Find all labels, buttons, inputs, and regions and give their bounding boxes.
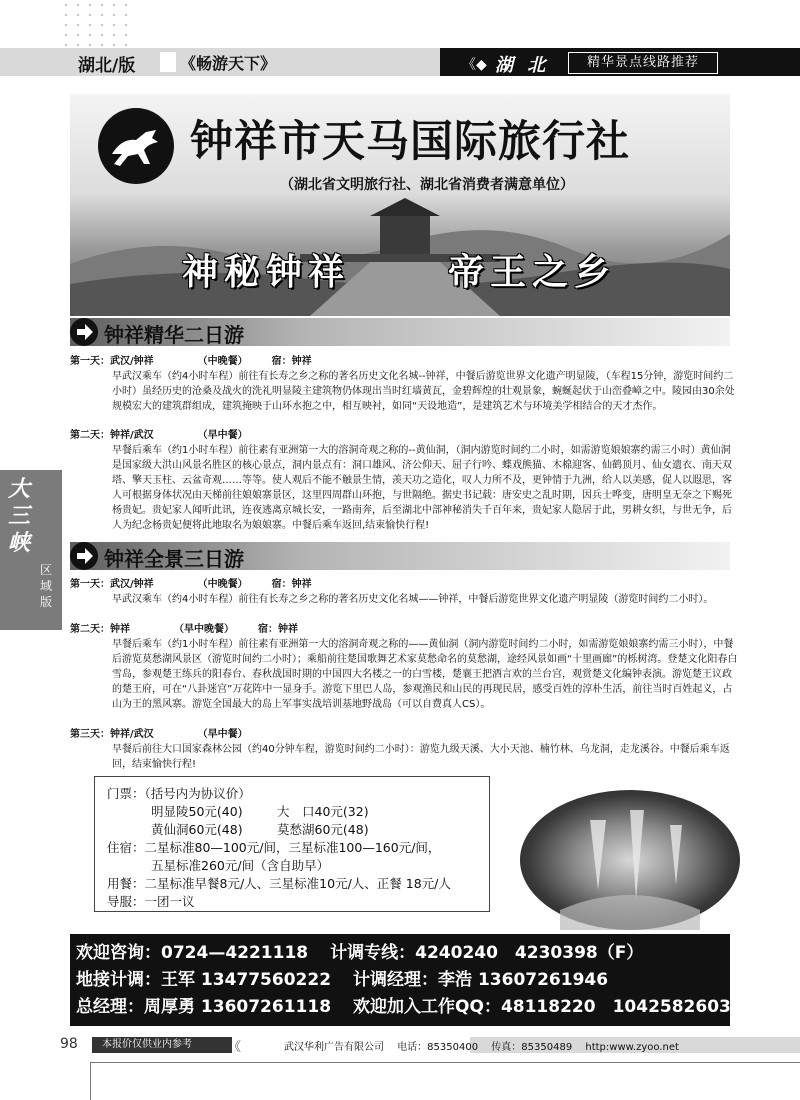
region-sidebar (0, 470, 62, 630)
general-manager: 总经理：周厚勇 13607261118 (76, 997, 332, 1017)
day-meals: （早中餐） (197, 430, 248, 441)
day-label: 第二天：钟祥/武汉 (70, 430, 154, 441)
tour1-day2 (70, 428, 740, 533)
day-description: 早武汉乘车（约4小时车程）前往有长寿之乡之称的著名历史文化名城——钟祥，中餐后游览世界文化遗产明显陵（游览时间约二小时）。 (112, 594, 714, 605)
tour2-title: 钟祥全景三日游 (104, 547, 244, 571)
ticket-price: 大 口40元(32) (277, 804, 369, 819)
day-label: 第三天：钟祥/武汉 (70, 729, 154, 740)
ticket-price: 莫愁湖60元(48) (277, 822, 369, 837)
day-stay: 宿：钟祥 (271, 579, 312, 590)
hotline: 欢迎咨询：0724—4221118 (76, 943, 309, 963)
day-description: 早餐后乘车（约1小时车程）前往素有亚洲第一大的溶洞奇观之称的--黄仙洞，（洞内游览时间约二小时，如需游览娘娘寨约需三小时）黄仙洞是国家级大洪山风景名胜区的核心景点，洞内景点有：洞口雄风、济公仰天、屈子行吟、蝶戏熊猫、木棉迎客、仙鹤顶月、仙女遗衣、南天双塔、擎天玉柱、云盆奇观……等等。使人观后不能不触景生情，羡天功之造化，叹人力所不及，更钟情于九洲，给人以美感，促人以遐思，客人可根据身体状况由天梯前往娘娘寨景区，这里四周群山环抱，与世隔绝。据史书记载：唐安史之乱时期，因兵士哗变，唐明皇无奈之下赐死杨贵妃。贵妃家人闻听此讯，连夜逃离京城长安，一路南奔，后至湖北中部神秘消失千百年来，贵妃家人隐居于此，男耕女织，与世无争，后人为纪念杨贵妃便将此地取名为娘娘寨。中餐后乘车返回,结束愉快行程! (112, 445, 732, 531)
magazine-title: 《畅游天下》 (180, 54, 277, 73)
footer-phone: 电话：85350400 (397, 1042, 479, 1053)
mausoleum-illustration (70, 194, 730, 316)
lodging-price: 住宿：二星标准80—100元/间，三星标准100—160元/间， (107, 840, 441, 855)
day-label: 第二天：钟祥 (70, 624, 130, 635)
footer-fax: 传真：85350489 (491, 1042, 573, 1053)
tour2-day3 (70, 727, 740, 772)
company-honors: （湖北省文明旅行社、湖北省消费者满意单位） (280, 177, 574, 193)
planning-manager: 计调经理：李浩 13607261946 (353, 970, 609, 990)
company-name: 钟祥市天马国际旅行社 (190, 117, 630, 167)
work-qq: 欢迎加入工作QQ：48118220 1042582603 (353, 997, 731, 1017)
recommend-label: 精华景点线路推荐 (568, 52, 718, 74)
horse-logo-icon (98, 108, 174, 184)
tour2-day2 (70, 622, 740, 712)
double-arrow-icon: 《◆ (462, 57, 487, 73)
day-label: 第一天：武汉/钟祥 (70, 579, 154, 590)
slogan-right: 帝王之乡 (448, 251, 617, 293)
day-description: 早餐后乘车（约1小时车程）前往素有亚洲第一大的溶洞奇观之称的——黄仙洞（洞内游览时间约二小时，如需游览娘娘寨约需三小时），中餐后游览莫愁湖风景区（游览时间约二小时）；乘船前往楚国歌舞艺术家莫愁命名的莫愁湖，途经风景如画“十里画廊”的栎树湾。登楚文化阳春白雪岛，参观楚王练兵的阳春台、春秋战国时期的中国四大名楼之一的白雪楼，楚襄王把酒言欢的兰台宫，观赏楚文化编钟表演。游览楚王议政的楚王府，可在“八卦迷宫”万花阵中一显身手。游览下里巴人岛，参观渔民和山民的再现民居，感受百姓的淳朴生活，前往当时百姓起义，占山为王的黑风寨。游览全国最大的岛上军事实战培训基地野战岛（可以自费真人CS）。 (112, 639, 738, 710)
tour1-title: 钟祥精华二日游 (104, 323, 244, 347)
day-stay: 宿：钟祥 (271, 356, 312, 367)
tour2-header (70, 542, 730, 570)
bottom-rule (90, 1062, 800, 1063)
planning-line: 计调专线：4240240 4230398（F） (330, 943, 644, 963)
province-name: 湖 北 (495, 55, 550, 76)
tour1-header (70, 318, 730, 346)
footer-url[interactable]: http:www.zyoo.net (585, 1042, 679, 1053)
agency-banner (70, 94, 730, 316)
tour2-day1 (70, 577, 740, 607)
day-meals: （早中餐） (197, 729, 248, 740)
day-description: 早武汉乘车（约4小时车程）前往有长寿之乡之称的著名历史文化名城--钟祥，中餐后游览世界文化遗产明显陵，（车程15分钟，游览时间约二小时）虽经历史的沧桑及战火的洗礼明显陵主建筑物仍体现出当时红墙黄瓦，金碧辉煌的壮观景象，蜿蜒起伏于山峦叠嶂之中。陵园由30余处规模宏大的建筑群组成，建筑掩映于山环水抱之中，相互映衬，如同“天设地造”，是建筑艺术与环境美学相结合的天才杰作。 (112, 371, 735, 412)
tour1-day1 (70, 354, 740, 414)
region-edition: 湖北/版 (78, 56, 136, 76)
ticket-label: 门票：（括号内为协议价） (107, 786, 251, 801)
page-header (0, 48, 800, 76)
sidebar-small-text: 区域版 (40, 563, 53, 609)
arrow-right-icon (70, 542, 98, 570)
day-label: 第一天：武汉/钟祥 (70, 356, 154, 367)
local-planner: 地接计调：王军 13477560222 (76, 970, 332, 990)
page-footer (0, 1034, 800, 1056)
price-table (94, 776, 490, 912)
header-separator (160, 52, 176, 72)
day-description: 早餐后前往大口国家森林公园（约40分钟车程，游览时间约二小时）：游览九级天溪、大小天池、楠竹林、乌龙洞，走龙溪谷。中餐后乘车返回，结束愉快行程! (112, 744, 730, 770)
ticket-price: 明显陵50元(40) (151, 804, 243, 819)
day-meals: （中晚餐） (197, 579, 248, 590)
bottom-rule-vertical (90, 1062, 91, 1100)
day-meals: （早中晚餐） (174, 624, 234, 635)
footer-note: 本报价仅供业内参考 (92, 1037, 232, 1053)
arrow-right-icon (70, 318, 98, 346)
guide-fee: 导服：一团一议 (107, 894, 195, 909)
contact-panel (70, 934, 730, 1026)
lodging-price: 五星标准260元/间（含自助早） (151, 858, 330, 873)
slogan-left: 神秘钟祥 (182, 251, 351, 293)
day-meals: （中晚餐） (197, 356, 248, 367)
double-chevron-icon: 《 (228, 1040, 242, 1055)
ticket-price: 黄仙洞60元(48) (151, 822, 243, 837)
page-number: 98 (60, 1036, 78, 1052)
meal-price: 用餐：二星标准早餐8元/人、三星标准10元/人、正餐 18元/人 (107, 876, 451, 891)
day-stay: 宿：钟祥 (258, 624, 298, 635)
sidebar-big-text: 大三峡 (8, 476, 31, 556)
cave-photo (520, 790, 740, 930)
footer-agency: 武汉华利广告有限公司 (284, 1042, 384, 1053)
decorative-dot-grid (60, 0, 130, 46)
